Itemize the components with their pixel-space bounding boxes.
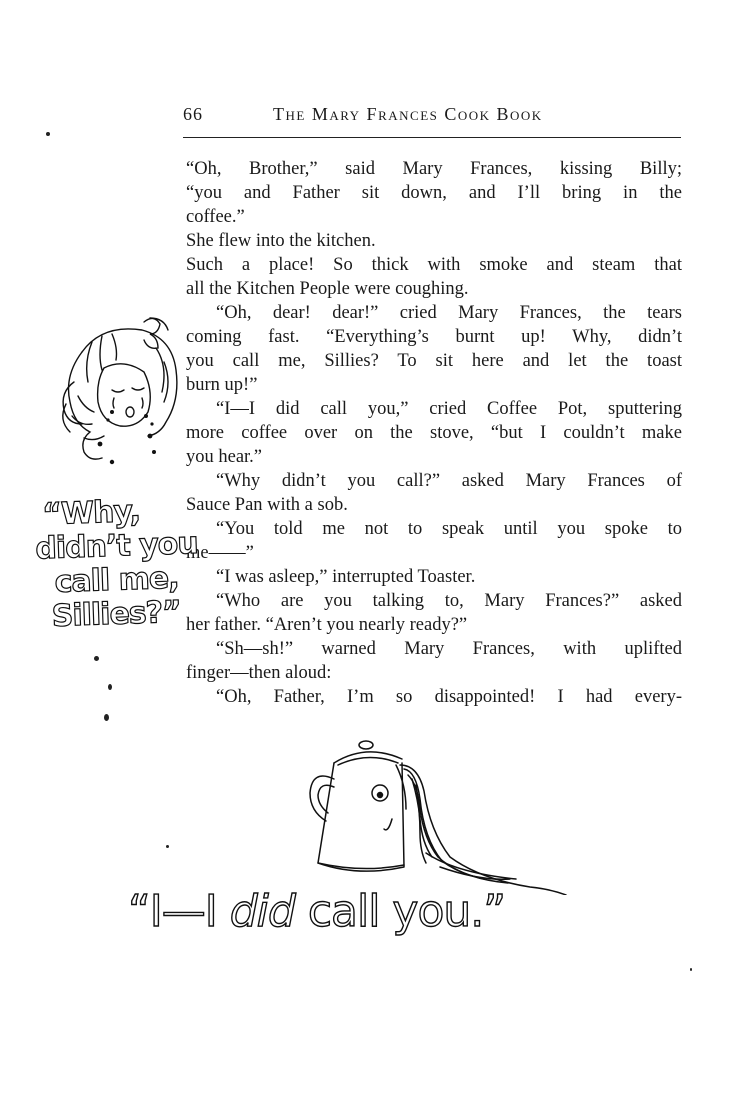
text-line: “Oh, Brother,” said Mary Frances, kissing Billy; [186, 159, 682, 179]
text-line: all the Kitchen People were coughing. [186, 279, 469, 299]
text-line: “You told me not to speak until you spoke to [216, 519, 682, 539]
text-line: you call me, Sillies? To sit here and let the toast [186, 351, 682, 371]
coffee-pot-illustration [300, 735, 570, 895]
text-line: you hear.” [186, 447, 263, 467]
text-line: She flew into the kitchen. [186, 231, 376, 251]
speck [690, 968, 692, 971]
text-line: “I was asleep,” interrupted Toaster. [216, 567, 476, 587]
text-line: burn up!” [186, 375, 258, 395]
text-line: coming fast. “Everything’s burnt up! Why, didn’t [186, 327, 682, 347]
text-line: her father. “Aren’t you nearly ready?” [186, 615, 468, 635]
speck [166, 845, 169, 848]
caption-line: call me, [53, 560, 180, 600]
speck [46, 132, 50, 136]
speck [104, 714, 109, 721]
page-number: 66 [183, 104, 203, 124]
text-line: me——” [186, 543, 254, 563]
caption-line: “Why, [41, 493, 141, 533]
text-line: “you and Father sit down, and I’ll bring in the [186, 183, 682, 203]
bottom-caption [128, 886, 506, 956]
page-header [183, 104, 679, 128]
text-line: “Why didn’t you call?” asked Mary Frances of [216, 471, 682, 491]
caption-emphasis: did [229, 886, 295, 937]
left-caption [34, 493, 199, 635]
text-line: “I—I did call you,” cried Coffee Pot, sputtering [216, 399, 682, 419]
caption-line: Sillies?” [51, 594, 182, 635]
text-line: finger—then aloud: [186, 663, 332, 683]
text-line: Sauce Pan with a sob. [186, 495, 348, 515]
text-line: more coffee over on the stove, “but I couldn’t make [186, 423, 682, 443]
girl-crying-illustration [52, 312, 192, 477]
caption-prefix: “I—I [128, 886, 230, 937]
caption-line: didn’t you [34, 525, 199, 567]
text-line: “Who are you talking to, Mary Frances?” asked [216, 591, 682, 611]
speck [108, 684, 112, 690]
header-rule [183, 137, 681, 138]
text-line: Such a place! So thick with smoke and steam that [186, 255, 682, 275]
caption-suffix: call you.” [294, 886, 506, 937]
text-line: coffee.” [186, 207, 245, 227]
text-line: “Oh, dear! dear!” cried Mary Frances, the tears [216, 303, 682, 323]
speck [94, 656, 99, 661]
text-line: “Oh, Father, I’m so disappointed! I had every- [216, 687, 682, 707]
text-line: “Sh—sh!” warned Mary Frances, with uplifted [216, 639, 682, 659]
running-title: The Mary Frances Cook Book [273, 104, 543, 124]
